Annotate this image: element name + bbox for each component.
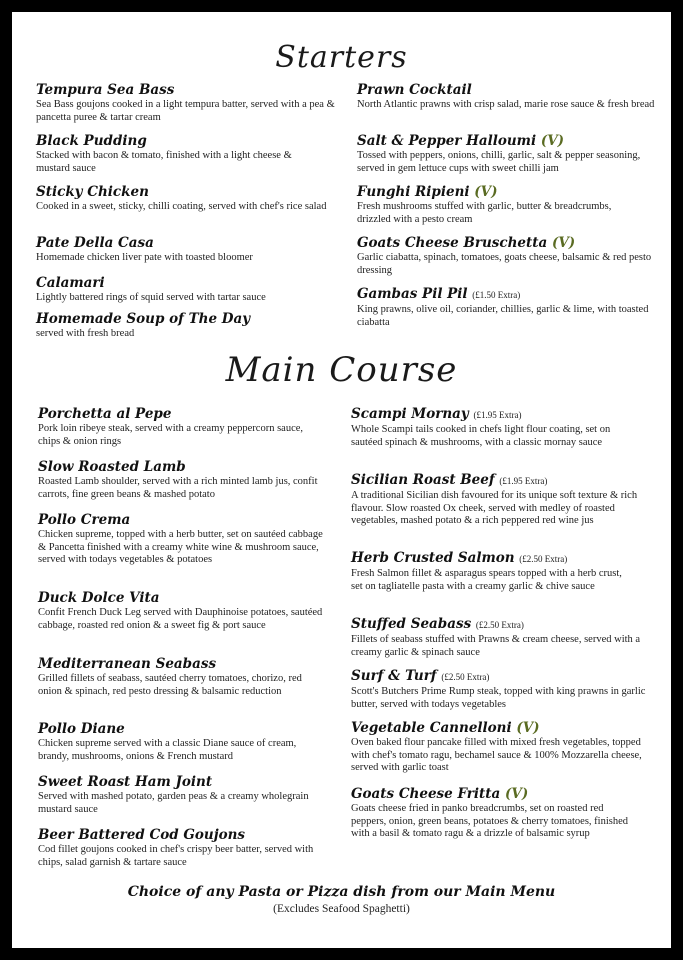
menu-item [36, 235, 336, 265]
menu-item [38, 406, 318, 448]
menu-item [351, 720, 651, 775]
item-name: Black Pudding [36, 133, 147, 149]
item-description: Chicken supreme served with a classic Diane sauce of cream, brandy, mushrooms, onions & French mustard [38, 738, 297, 762]
item-description: Cooked in a sweet, sticky, chilli coating, served with chef's rice salad [36, 201, 327, 212]
item-name: Beer Battered Cod Goujons [38, 827, 246, 843]
vegetarian-mark: (V) [516, 720, 540, 736]
vegetarian-mark: (V) [540, 133, 565, 149]
item-description: Fresh mushrooms stuffed with garlic, butter & breadcrumbs, drizzled with a pesto cream [357, 201, 612, 225]
menu-item [36, 184, 336, 214]
extra-charge: (£2.50 Extra) [441, 672, 490, 682]
menu-item [38, 459, 328, 501]
menu-item [36, 133, 326, 175]
item-name: Mediterranean Seabass [38, 656, 217, 672]
vegetarian-mark: (V) [504, 786, 529, 802]
item-name: Porchetta al Pepe [38, 406, 172, 422]
item-name: Slow Roasted Lamb [38, 459, 186, 475]
item-description: Homemade chicken liver pate with toasted bloomer [36, 252, 253, 263]
menu-item [357, 235, 657, 277]
item-description: Grilled fillets of seabass, sautéed cherry tomatoes, chorizo, red onion & spinach, red pesto dressing & balsamic reduction [38, 673, 302, 697]
item-description: Pork loin ribeye steak, served with a creamy peppercorn sauce, chips & onion rings [38, 423, 304, 447]
menu-item [36, 275, 336, 305]
menu-item [357, 82, 657, 112]
item-name: Duck Dolce Vita [38, 590, 160, 606]
item-description: Whole Scampi tails cooked in chefs light flour coating, set on sautéed spinach & mushrooms, with a classic mornay sauce [351, 424, 611, 448]
item-description: Oven baked flour pancake filled with mixed fresh vegetables, topped with chef's tomato ragu, bechamel sauce & 100% Mozzarella cheese, served with garlic toast [351, 737, 642, 773]
item-name: Herb Crusted Salmon [351, 550, 515, 566]
item-name: Calamari [36, 275, 105, 291]
menu-item [357, 286, 657, 329]
menu-item [36, 82, 336, 124]
item-description: Fresh Salmon fillet & asparagus spears topped with a herb crust, set on tagliatelle pasta with a creamy garlic & chive sauce [351, 568, 622, 592]
item-name: Prawn Cocktail [357, 82, 472, 98]
footer-exclusion-note: (Excludes Seafood Spaghetti) [273, 903, 410, 915]
menu-item [38, 590, 323, 632]
menu-item [351, 668, 651, 711]
item-description: served with fresh bread [36, 328, 135, 339]
menu-item [351, 616, 651, 659]
item-description: Tossed with peppers, onions, chilli, garlic, salt & pepper seasoning, served in gem lettuce cups with sweet chilli jam [357, 150, 641, 174]
item-name: Surf & Turf [351, 668, 437, 684]
menu-item [351, 786, 641, 841]
item-description: North Atlantic prawns with crisp salad, marie rose sauce & fresh bread [357, 99, 655, 110]
menu-item [38, 512, 323, 567]
footer-pasta-pizza-note: Choice of any Pasta or Pizza dish from our Main Menu [127, 884, 556, 900]
item-name: Goats Cheese Fritta [351, 786, 501, 802]
menu-item [357, 133, 657, 175]
item-description: Fillets of seabass stuffed with Prawns & cream cheese, served with a creamy garlic & spinach sauce [351, 634, 641, 658]
menu-item [357, 184, 627, 226]
item-description: A traditional Sicilian dish favoured for its unique soft texture & rich flavour. Slow roasted Ox cheek, served with medley of roasted vegetables, mashed potato & a rich peppered red wine jus [351, 490, 638, 526]
menu-item [351, 406, 641, 449]
item-name: Scampi Mornay [351, 406, 469, 422]
item-description: Scott's Butchers Prime Rump steak, topped with king prawns in garlic butter, served with todays vegetables [351, 686, 646, 710]
menu-item [38, 656, 323, 698]
menu-item [351, 550, 631, 593]
extra-charge: (£1.95 Extra) [473, 410, 522, 420]
item-description: Confit French Duck Leg served with Dauphinoise potatoes, sautéed cabbage, roasted red onion & a sweet fig & port sauce [38, 607, 323, 631]
item-description: Garlic ciabatta, spinach, tomatoes, goats cheese, balsamic & red pesto dressing [357, 252, 652, 276]
starters-heading: Starters [275, 40, 408, 75]
extra-charge: (£1.95 Extra) [499, 476, 548, 486]
menu-page [12, 12, 671, 948]
item-name: Funghi Ripieni [357, 184, 470, 200]
item-name: Sticky Chicken [36, 184, 149, 200]
extra-charge: (£1.50 Extra) [472, 290, 521, 300]
item-description: King prawns, olive oil, coriander, chillies, garlic & lime, with toasted ciabatta [357, 304, 649, 328]
extra-charge: (£2.50 Extra) [519, 554, 568, 564]
vegetarian-mark: (V) [474, 184, 498, 200]
menu-item [38, 721, 328, 763]
main-course-heading: Main Course [225, 350, 458, 390]
item-description: Cod fillet goujons cooked in chef's crispy beer batter, served with chips, salad garnish & tartare sauce [38, 844, 314, 868]
item-name: Pollo Diane [38, 721, 125, 737]
item-name: Homemade Soup of The Day [36, 311, 251, 327]
item-description: Sea Bass goujons cooked in a light tempura batter, served with a pea & pancetta puree & tartar cream [36, 99, 335, 123]
item-description: Chicken supreme, topped with a herb butter, set on sautéed cabbage & Pancetta finished with a creamy white wine & mushroom sauce, served with todays vegetables & potatoes [38, 529, 323, 565]
item-name: Pollo Crema [38, 512, 131, 528]
item-name: Sweet Roast Ham Joint [38, 774, 213, 790]
item-description: Served with mashed potato, garden peas & a creamy wholegrain mustard sauce [38, 791, 309, 815]
menu-item [36, 311, 336, 341]
menu-item [38, 774, 318, 816]
item-name: Sicilian Roast Beef [351, 472, 495, 488]
item-name: Gambas Pil Pil [357, 286, 468, 302]
vegetarian-mark: (V) [551, 235, 576, 251]
menu-item [38, 827, 328, 869]
item-description: Lightly battered rings of squid served with tartar sauce [36, 292, 266, 303]
item-name: Tempura Sea Bass [36, 82, 175, 98]
item-description: Stacked with bacon & tomato, finished with a light cheese & mustard sauce [36, 150, 292, 174]
extra-charge: (£2.50 Extra) [475, 620, 524, 630]
item-description: Goats cheese fried in panko breadcrumbs, set on roasted red peppers, onion, green beans, potatoes & cherry tomatoes, finished with a basil & tomato ragu & a drizzle of balsamic syrup [351, 803, 629, 839]
item-description: Roasted Lamb shoulder, served with a rich minted lamb jus, confit carrots, fine green beans & mashed potato [38, 476, 318, 500]
item-name: Stuffed Seabass [351, 616, 472, 632]
item-name: Pate Della Casa [36, 235, 154, 251]
item-name: Goats Cheese Bruschetta [357, 235, 548, 251]
item-name: Vegetable Cannelloni [351, 720, 512, 736]
item-name: Salt & Pepper Halloumi [357, 133, 537, 149]
menu-item [351, 472, 646, 528]
